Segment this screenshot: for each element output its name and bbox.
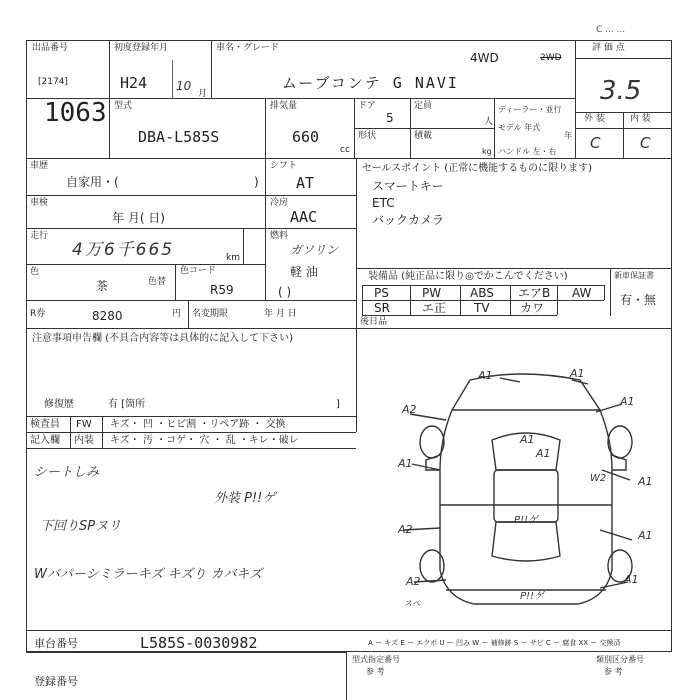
name-change-value: 年 月 日 [264,309,297,319]
name-change-label: 名変期限 [192,309,229,319]
top-right-mark: C ... ... [596,25,626,35]
color-change-label: 色替 [148,277,167,287]
damage-mark: A1 [478,369,493,382]
sales-point-item: バックカメラ [372,213,445,227]
interior-items: キズ・ 汚 ・コゲ・ 穴 ・ 乱 ・キレ・破レ [110,435,299,446]
model-label: 型式 [114,101,133,111]
registration-number-label: 登録番号 [34,675,78,688]
equip-ps: PS [374,286,389,300]
load-label: 積載 [414,131,433,141]
damage-mark: P!!ゲ [514,515,539,526]
lot-number: 1063 [44,98,107,128]
fw-items: キズ・ 凹 ・ヒビ割 ・リペア跡 ・ 交換 [110,419,286,430]
ac-value: AAC [290,208,318,226]
equip-tv: TV [474,301,490,315]
dealer-label: ディーラー・並行 [498,105,562,114]
drive-type-alt: 2WD [540,53,562,63]
damage-mark: A1 [536,447,551,460]
new-warranty-label: 新車保証書 [614,271,654,280]
car-name-label: 車名・グレード [216,43,280,53]
exterior-grade-label: 外 装 [584,114,605,124]
door-count: 5 [386,111,394,125]
color-value: 茶 [96,279,109,293]
recycle-label: R券 [30,309,46,319]
damage-mark: A1 [570,367,585,380]
inspection-value: 年 月( 日) [112,211,165,225]
registration-label: 初度登録年月 [114,43,169,53]
damage-mark: A1 [620,395,635,408]
damage-mark: A2 [398,523,413,536]
rear-seat-label: 後日品 [360,317,388,327]
class-number-ref: 参 考 [604,667,623,676]
sales-points-label: セールスポイント (正常に機能するものに限ります) [362,163,593,174]
mileage-label: 走行 [30,231,49,241]
equip-aw: AW [572,286,592,300]
type-designation-ref: 参 考 [366,667,385,676]
new-warranty-value: 有・無 [620,293,657,307]
displacement-label: 排気量 [270,101,298,111]
sales-point-item: スマートキー [372,179,444,193]
history-close: ) [254,175,259,189]
equip-pw: PW [422,286,442,300]
mileage-value: 4万6千665 [72,240,175,260]
damage-mark: A1 [398,457,413,470]
color-code-value: R59 [210,283,234,297]
displacement-unit: cc [340,145,350,155]
registration-era: H24 [120,74,148,92]
equip-sr: SR [374,301,390,315]
history-label: 車歴 [30,161,49,171]
handwritten-note: 外装 P!!ゲ [214,491,276,506]
damage-mark: A2 [406,575,421,588]
repair-history-value: 有 [箇所 [108,399,146,410]
equip-navi: エ正 [422,301,447,315]
color-label: 色 [30,267,40,277]
entry-label: 記入欄 [30,435,60,446]
score-value: 3.5 [600,76,642,106]
mileage-unit: km [226,253,240,263]
sales-point-item: ETC [372,196,395,210]
recycle-unit: 円 [172,309,182,319]
interior-grade-label: 内 装 [630,114,651,124]
lot-small-number: [2174] [38,77,68,87]
handwritten-note: 下回りSPヌリ [40,519,122,534]
door-label: ドア [358,101,376,111]
damage-mark: A2 [402,403,417,416]
chassis-number: L585S-0030982 [140,634,258,652]
damage-mark: スベ [404,599,420,608]
damage-mark: A1 [638,475,653,488]
lot-label: 出品番号 [32,43,69,53]
repair-history-close: ] [336,399,340,410]
class-number-label: 類別区分番号 [596,655,644,664]
history-value: 自家用・( [66,175,119,189]
equipment-label: 装備品 (純正品に限り◎でかこんでください) [368,271,568,282]
equip-airbag: エアB [518,286,551,300]
fuel-gasoline: ガソリン [290,243,339,257]
damage-mark: A1 [624,573,639,586]
damage-mark: A1 [638,529,653,542]
capacity-label: 定員 [414,101,433,111]
equip-kawa: カワ [520,301,545,315]
repair-history-label: 修復歴 [44,399,74,410]
shift-value: AT [296,174,315,192]
model-year-label: モデル 年式 [498,123,541,132]
registration-month-unit: 月 [198,89,208,99]
shift-label: シフト [270,161,298,171]
interior-grade: C [640,134,651,152]
equip-abs: ABS [470,286,494,300]
inspector-label: 検査員 [30,419,60,430]
handwritten-note: シートしみ [34,465,100,480]
damage-mark: A1 [520,433,535,446]
damage-mark: P!!ゲ [520,591,545,602]
fuel-diesel: 軽 油 [290,265,318,279]
type-designation-label: 型式指定番号 [352,655,400,664]
drive-type: 4WD [470,51,499,65]
fuel-paren: ( ) [278,285,292,299]
recycle-value: 8280 [92,309,123,323]
handle-label: ハンドル 左・右 [498,147,557,156]
car-name: ムーブコンテ G NAVI [282,74,459,92]
load-unit: kg [482,147,492,156]
color-code-label: 色コード [180,266,217,276]
handwritten-note: Wバパーシミラーキズ キズり カバキズ [34,567,263,582]
damage-legend: A ー キズ E ー エクボ U ー 凹み W ー 補修跡 S ー サビ C ー 腐食 XX ー 交換済 [368,639,621,647]
inspection-label: 車検 [30,198,49,208]
exterior-grade: C [590,134,601,152]
model-code: DBA-L585S [138,128,220,146]
displacement-value: 660 [292,128,320,146]
notes-label: 注意事項申告欄 (不具合内容等は具体的に記入して下さい) [32,333,293,344]
capacity-unit: 人 [484,117,494,127]
registration-month: 10 [176,79,192,93]
model-year-unit: 年 [564,131,572,140]
ac-label: 冷房 [270,198,289,208]
score-label: 評 価 点 [592,43,625,53]
fuel-label: 燃料 [270,231,289,241]
damage-mark: W2 [590,473,607,484]
chassis-label: 車台番号 [34,637,78,650]
shape-label: 形状 [358,131,377,141]
fw-label: FW [76,419,92,430]
interior-label: 内装 [74,435,94,446]
